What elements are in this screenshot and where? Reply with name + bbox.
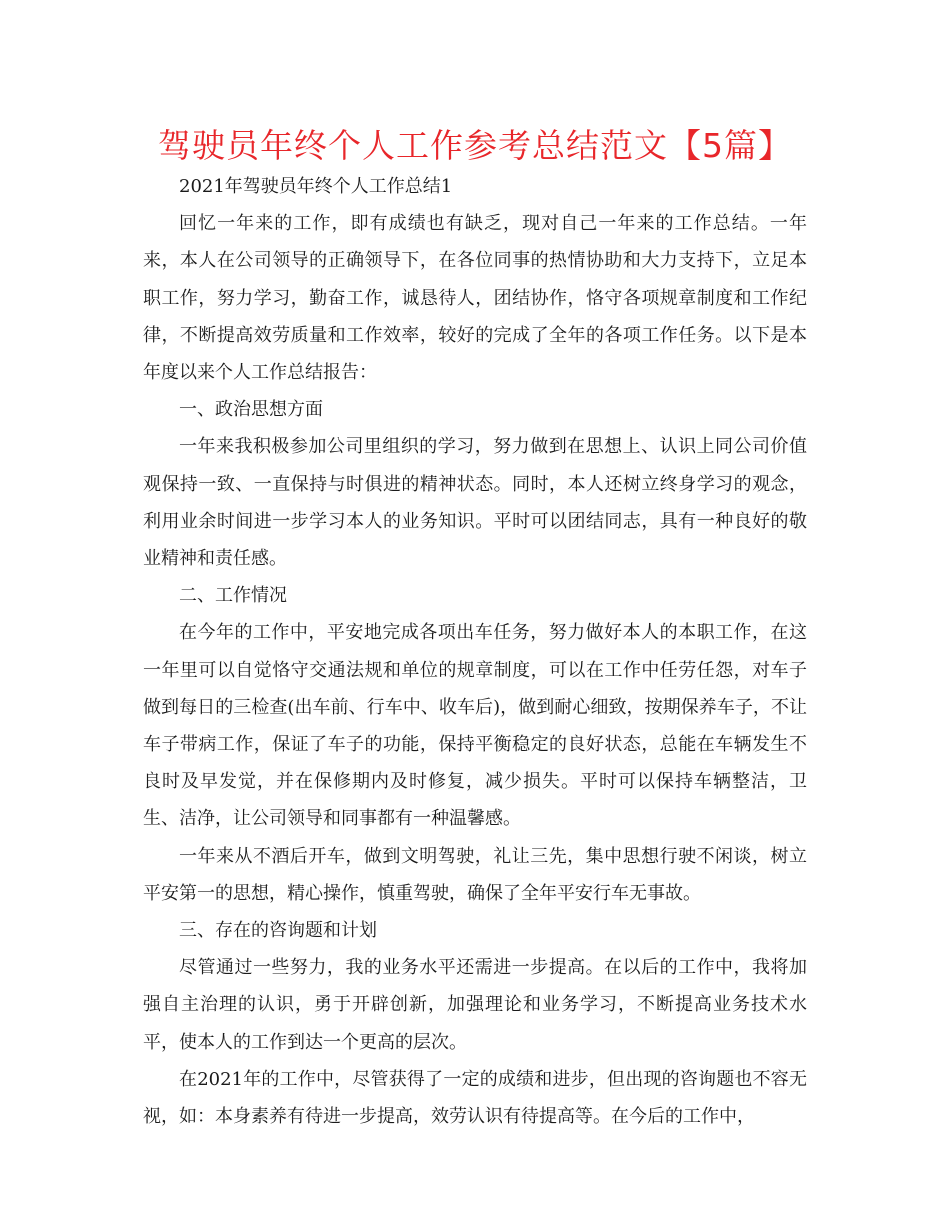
- subheading-summary-1: 2021年驾驶员年终个人工作总结1: [179, 176, 453, 197]
- section-heading-work: 二、工作情况: [179, 585, 287, 607]
- document-body: [143, 168, 807, 1135]
- paragraph-intro: 回忆一年来的工作，即有成绩也有缺乏，现对自己一年来的工作总结。一年来，本人在公司领导的正确领导下，在各位同事的热情协助和大力支持下，立足本职工作，努力学习，勤奋工作，诚恳待人，团结协作，恪守各项规章制度和工作纪律，不断提高效劳质量和工作效率，较好的完成了全年的各项工作任务。以下是本年度以来个人工作总结报告：: [143, 213, 807, 384]
- paragraph-politics: 一年来我积极参加公司里组织的学习，努力做到在思想上、认识上同公司价值观保持一致、一直保持与时俱进的精神状态。同时，本人还树立终身学习的观念，利用业余时间进一步学习本人的业务知识。平时可以团结同志，具有一种良好的敬业精神和责任感。: [143, 436, 807, 570]
- section-heading-issues: 三、存在的咨询题和计划: [179, 920, 377, 942]
- paragraph-work: 在今年的工作中，平安地完成各项出车任务，努力做好本人的本职工作，在这一年里可以自觉恪守交通法规和单位的规章制度，可以在工作中任劳任怨，对车子做到每日的三检查(出车前、行车中、收车后)，做到耐心细致，按期保养车子，不让车子带病工作，保证了车子的功能，保持平衡稳定的良好状态，总能在车辆发生不良时及早发觉，并在保修期内及时修复，减少损失。平时可以保持车辆整洁，卫生、洁净，让公司领导和同事都有一种温馨感。: [143, 622, 807, 830]
- section-heading-politics: 一、政治思想方面: [179, 399, 323, 421]
- paragraph-shortcomings: 在2021年的工作中，尽管获得了一定的成绩和进步，但出现的咨询题也不容无视，如：本身素养有待进一步提高，效劳认识有待提高等。在今后的工作中，: [143, 1068, 807, 1128]
- paragraph-safe-driving: 一年来从不酒后开车，做到文明驾驶，礼让三先，集中思想行驶不闲谈，树立平安第一的思想，精心操作，慎重驾驶，确保了全年平安行车无事故。: [143, 845, 807, 904]
- paragraph-plan: 尽管通过一些努力，我的业务水平还需进一步提高。在以后的工作中，我将加强自主治理的认识，勇于开辟创新，加强理论和业务学习，不断提高业务技术水平，使本人的工作到达一个更高的层次。: [143, 957, 807, 1053]
- document-title: 驾驶员年终个人工作参考总结范文【5篇】: [158, 126, 792, 165]
